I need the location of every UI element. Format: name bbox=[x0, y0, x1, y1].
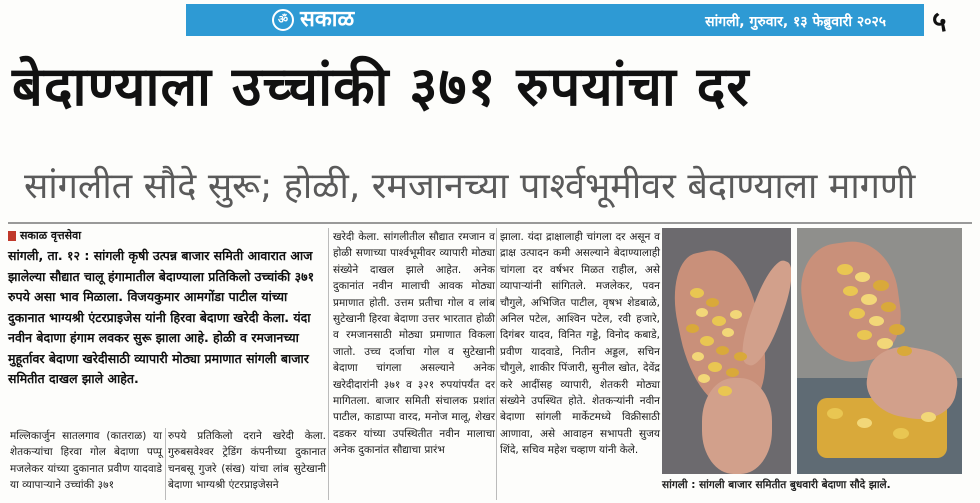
column-divider bbox=[496, 228, 497, 500]
photo-raisin-crate bbox=[797, 228, 962, 474]
logo-text: सकाळ bbox=[300, 7, 355, 32]
byline-text: सकाळ वृत्तसेवा bbox=[20, 229, 82, 242]
masthead-band bbox=[186, 4, 924, 36]
dateline: सांगली, गुरुवार, १३ फेब्रुवारी २०२५ bbox=[705, 14, 886, 30]
column-divider bbox=[165, 428, 166, 500]
headline: बेदाण्याला उच्चांकी ३७१ रुपयांचा दर bbox=[12, 55, 750, 118]
body-column-1: मल्लिकार्जुन सातलगाव (कातराळ) या शेतकऱ्यांचा हिरवा गोल बेदाणा पप्पू मजलेकर यांच्या दुकानात प्रवीण यादवाडे या व्यापाऱ्याने उच्चांकी ३७१ bbox=[10, 430, 162, 492]
body-column-2: रुपये प्रतिकिलो दराने खरेदी केला. गुरुबसवेश्वर ट्रेडिंग कंपनीच्या दुकानात चनबसू गुजरे (संख) यांचा लांब सुटेखानी बेदाणा भाग्यश्री एंटरप्राइजेसने bbox=[168, 430, 326, 492]
byline-mark bbox=[8, 231, 16, 241]
photo-raisins-in-hand bbox=[662, 228, 791, 474]
lead-paragraph: सांगली, ता. १२ : सांगली कृषी उत्पन्न बाजार समिती आवारात आज झालेल्या सौद्यात चालू हंगामातील बेदाण्याला प्रतिकिलो उच्चांकी ३७१ रुपये असा भाव मिळाला. विजयकुमार आमगोंडा पाटील यांच्या दुकानात भाग्यश्री एंटरप्राइजेस यांनी हिरवा बेदाणा खरेदी केला. यंदा नवीन बेदाणा हंगाम लवकर सुरू झाला आहे. होळी व रमजानच्या मुहूर्तावर बेदाणा खरेदीसाठी व्यापारी मोठ्या प्रमाणात सांगली बाजार समितीत दाखल झाले आहेत. bbox=[8, 248, 315, 386]
logo bbox=[272, 9, 354, 31]
sakal-logo-icon: ॐ bbox=[272, 9, 294, 31]
body-column-4: झाला. यंदा द्राक्षालाही चांगला दर असून व द्राक्ष उत्पादन कमी असल्याने बेदाण्यालाही चांगला दर वर्षभर मिळत राहील, असे व्यापाऱ्यांनी सांगितले. मजलेकर, पवन चौगुले, अभिजित पाटील, वृषभ शेडबाळे, अनिल पटेल, आश्विन पटेल, रवी हजारे, दिगंबर यादव, विनित गड्डे, विनोद कबाडे, प्रवीण यादवाडे, नितीन अड्डल, सचिन चौगुले, शाकीर पिंजारी, सुनील खोत, देवेंद्र करे आदींसह व्यापारी, शेतकरी मोठ्या संख्येने उपस्थित होते. शेतकऱ्यांनी नवीन बेदाणा सांगली मार्केटमध्ये विक्रीसाठी आणावा, असे आवाहन सभापती सुजय शिंदे, सचिव महेश चव्हाण यांनी केले. bbox=[500, 231, 660, 457]
subheadline: सांगलीत सौदे सुरू; होळी, रमजानच्या पार्श्वभूमीवर बेदाण्याला मागणी bbox=[24, 166, 916, 207]
divider bbox=[8, 222, 972, 224]
body-column-3: खरेदी केला. सांगलीतील सौद्यात रमजान व होळी सणाच्या पार्श्वभूमीवर व्यापारी मोठ्या संख्येने दाखल झाले आहेत. अनेक दुकानांत नवीन मालाची आवक मोठ्या प्रमाणात होती. उत्तम प्रतीचा गोल व लांब सुटेखानी हिरवा बेदाणा उत्तर भारतात होळी व रमजानसाठी मोठ्या प्रमाणात विकला जातो. उच्च दर्जाचा गोल व सुटेखानी बेदाणा चांगला असल्याने अनेक खरेदीदारांनी ३७१ व ३२१ रुपयांपर्यंत दर मागितला. बाजार समिती संचालक प्रशांत पाटील, काडाप्पा वारद, मनोज मालू, शेखर दडकर यांच्या उपस्थितीत नवीन मालाचा अनेक दुकानांत सौद्याचा प्रारंभ bbox=[333, 231, 495, 457]
photo-caption: सांगली : सांगली बाजार समितीत बुधवारी बेदाणा सौदे झाले. bbox=[662, 479, 891, 491]
byline bbox=[8, 228, 81, 243]
page-number: ५ bbox=[932, 5, 947, 38]
column-divider bbox=[328, 228, 329, 500]
